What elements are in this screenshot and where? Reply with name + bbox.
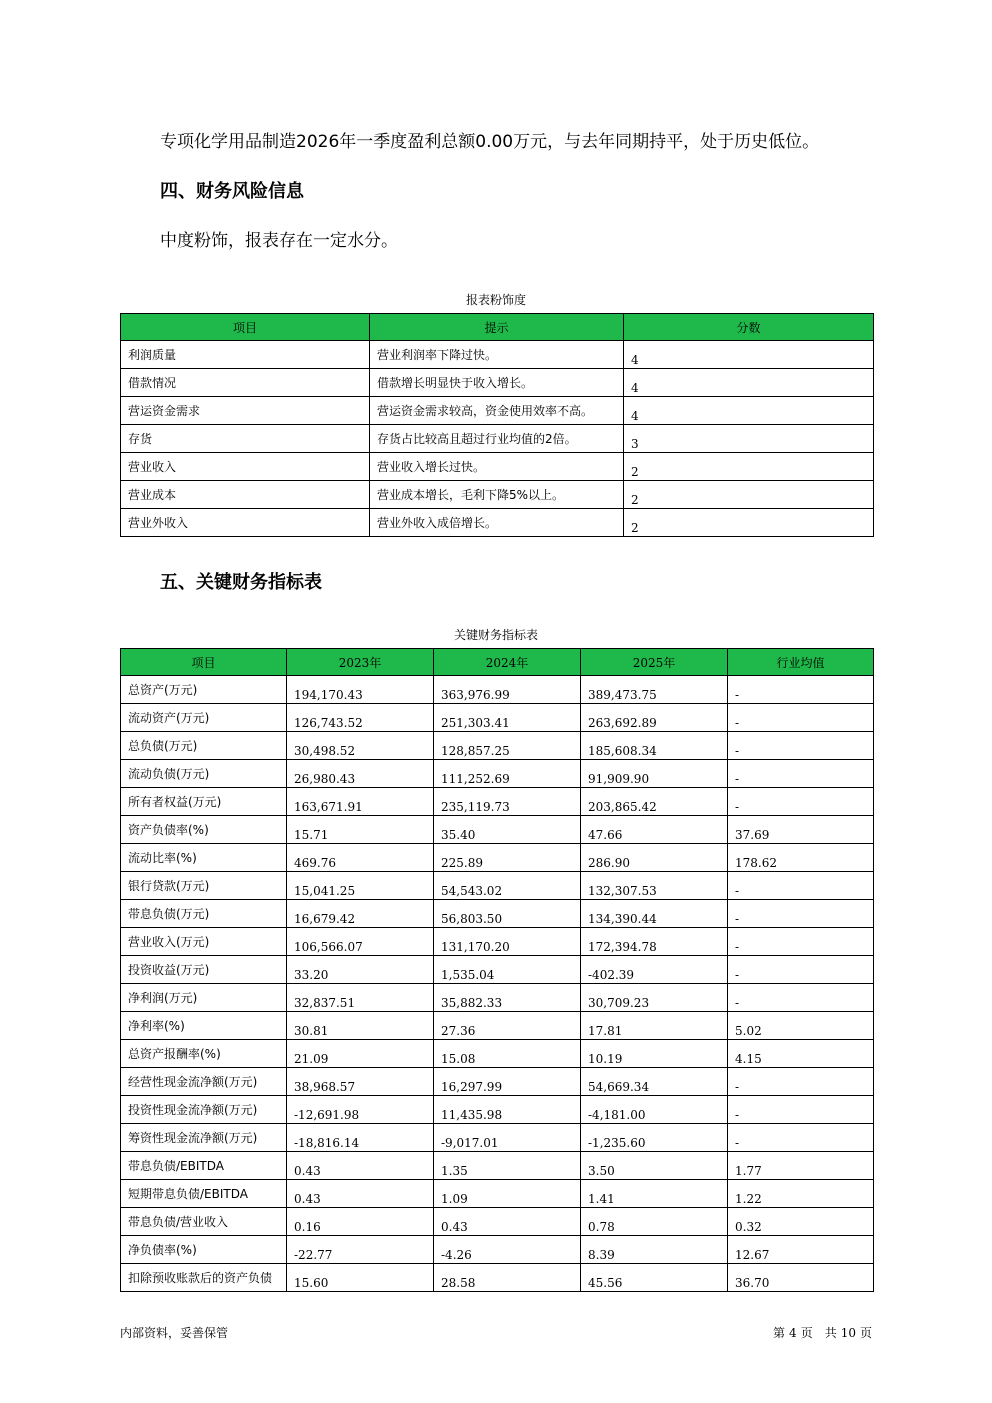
risk-table-row-cell-2: 3: [624, 425, 874, 453]
kpi-table-row-cell-2: 54,543.02: [434, 872, 581, 900]
kpi-table-row-cell-2: 131,170.20: [434, 928, 581, 956]
kpi-table-row-cell-2: 225.89: [434, 844, 581, 872]
risk-table-row: [121, 341, 874, 369]
kpi-table-row-cell-0: 银行贷款(万元): [121, 872, 287, 900]
risk-table-row-cell-1: 营运资金需求较高，资金使用效率不高。: [370, 397, 624, 425]
kpi-table-row-cell-3: 47.66: [581, 816, 728, 844]
kpi-header-2024: 2024年: [434, 649, 581, 676]
risk-table-row-cell-2: 2: [624, 509, 874, 537]
kpi-table-row-cell-4: -: [728, 788, 874, 816]
kpi-table-row-cell-0: 所有者权益(万元): [121, 788, 287, 816]
risk-table-row-cell-0: 借款情况: [121, 369, 370, 397]
kpi-table-row-cell-3: 134,390.44: [581, 900, 728, 928]
kpi-table-row-cell-1: 32,837.51: [287, 984, 434, 1012]
footer-page-current: 4: [789, 1326, 797, 1340]
kpi-table-row-cell-3: 54,669.34: [581, 1068, 728, 1096]
kpi-table-row-cell-4: -: [728, 704, 874, 732]
kpi-table-row-cell-4: 12.67: [728, 1236, 874, 1264]
kpi-table-header-row: [121, 649, 874, 676]
kpi-table-row-cell-1: 15,041.25: [287, 872, 434, 900]
kpi-table-row-cell-1: 0.43: [287, 1152, 434, 1180]
kpi-table-row-cell-3: 185,608.34: [581, 732, 728, 760]
kpi-table-row-cell-1: 163,671.91: [287, 788, 434, 816]
kpi-table-row-cell-3: 45.56: [581, 1264, 728, 1292]
kpi-table-row: [121, 1040, 874, 1068]
kpi-table-row-cell-2: 1.09: [434, 1180, 581, 1208]
kpi-header-industry-avg: 行业均值: [728, 649, 874, 676]
kpi-table-row: [121, 1068, 874, 1096]
kpi-table-row-cell-3: -4,181.00: [581, 1096, 728, 1124]
kpi-table-row-cell-4: -: [728, 872, 874, 900]
kpi-table-row-cell-0: 总负债(万元): [121, 732, 287, 760]
risk-header-hint: 提示: [370, 314, 624, 341]
risk-table-row: [121, 453, 874, 481]
risk-table-row: [121, 425, 874, 453]
risk-table-row-cell-1: 营业收入增长过快。: [370, 453, 624, 481]
kpi-table-row-cell-4: -: [728, 928, 874, 956]
kpi-table-row-cell-4: 178.62: [728, 844, 874, 872]
kpi-table-row-cell-2: 16,297.99: [434, 1068, 581, 1096]
kpi-table-row-cell-3: 172,394.78: [581, 928, 728, 956]
risk-table: [120, 313, 874, 537]
kpi-table-row-cell-2: 1.35: [434, 1152, 581, 1180]
kpi-table-row: [121, 1012, 874, 1040]
kpi-table-row-cell-4: -: [728, 760, 874, 788]
kpi-table-row-cell-4: 4.15: [728, 1040, 874, 1068]
intro-paragraph: 专项化学用品制造2026年一季度盈利总额0.00万元，与去年同期持平，处于历史低位。: [160, 132, 820, 152]
kpi-table-row-cell-0: 筹资性现金流净额(万元): [121, 1124, 287, 1152]
kpi-table-row-cell-3: 389,473.75: [581, 676, 728, 704]
kpi-table-row-cell-0: 扣除预收账款后的资产负债: [121, 1264, 287, 1292]
kpi-table-row-cell-2: -4.26: [434, 1236, 581, 1264]
kpi-table-row-cell-4: -: [728, 956, 874, 984]
kpi-table-row-cell-2: 251,303.41: [434, 704, 581, 732]
kpi-table-row-cell-1: 33.20: [287, 956, 434, 984]
kpi-table-row-cell-4: 5.02: [728, 1012, 874, 1040]
kpi-table-row: [121, 1208, 874, 1236]
kpi-table-row: [121, 1236, 874, 1264]
risk-table-row-cell-2: 2: [624, 481, 874, 509]
kpi-table-row-cell-0: 经营性现金流净额(万元): [121, 1068, 287, 1096]
kpi-table-row-cell-2: 1,535.04: [434, 956, 581, 984]
kpi-table-row-cell-1: 30,498.52: [287, 732, 434, 760]
risk-table-body: [121, 341, 874, 537]
kpi-table-row-cell-3: 286.90: [581, 844, 728, 872]
kpi-table-row-cell-2: 235,119.73: [434, 788, 581, 816]
kpi-table-row: [121, 732, 874, 760]
kpi-table-row-cell-3: -402.39: [581, 956, 728, 984]
kpi-table-row-cell-1: 15.71: [287, 816, 434, 844]
kpi-table-row-cell-3: 263,692.89: [581, 704, 728, 732]
kpi-table-row-cell-2: 56,803.50: [434, 900, 581, 928]
kpi-table-row: [121, 1124, 874, 1152]
kpi-table-row-cell-4: -: [728, 732, 874, 760]
risk-table-row-cell-1: 营业外收入成倍增长。: [370, 509, 624, 537]
risk-table-row-cell-1: 借款增长明显快于收入增长。: [370, 369, 624, 397]
risk-table-row-cell-0: 存货: [121, 425, 370, 453]
kpi-table-row-cell-2: 15.08: [434, 1040, 581, 1068]
footer-page-number: [773, 1325, 872, 1341]
kpi-table-row-cell-3: 132,307.53: [581, 872, 728, 900]
kpi-table-row: [121, 816, 874, 844]
kpi-table-row-cell-0: 流动资产(万元): [121, 704, 287, 732]
kpi-table-row-cell-0: 营业收入(万元): [121, 928, 287, 956]
footer-confidential-note: 内部资料，妥善保管: [120, 1326, 229, 1340]
kpi-table-row: [121, 676, 874, 704]
kpi-table-row-cell-3: 17.81: [581, 1012, 728, 1040]
kpi-table-body: [121, 676, 874, 1292]
kpi-table-row-cell-1: 16,679.42: [287, 900, 434, 928]
risk-table-row-cell-2: 4: [624, 369, 874, 397]
kpi-table-row-cell-2: 35.40: [434, 816, 581, 844]
kpi-table-row-cell-4: -: [728, 984, 874, 1012]
risk-header-score: 分数: [624, 314, 874, 341]
kpi-table-row: [121, 872, 874, 900]
kpi-table-row-cell-4: -: [728, 1068, 874, 1096]
kpi-table-row-cell-0: 资产负债率(%): [121, 816, 287, 844]
kpi-table-row-cell-1: 106,566.07: [287, 928, 434, 956]
kpi-table-row-cell-4: 1.77: [728, 1152, 874, 1180]
kpi-table-row-cell-3: 1.41: [581, 1180, 728, 1208]
kpi-table-row-cell-1: 38,968.57: [287, 1068, 434, 1096]
risk-table-row-cell-0: 营业收入: [121, 453, 370, 481]
kpi-table-row: [121, 704, 874, 732]
kpi-table-row-cell-0: 流动负债(万元): [121, 760, 287, 788]
kpi-table-row: [121, 956, 874, 984]
risk-table-row-cell-0: 营业成本: [121, 481, 370, 509]
kpi-table-row-cell-0: 净利率(%): [121, 1012, 287, 1040]
kpi-table-row-cell-4: 0.32: [728, 1208, 874, 1236]
kpi-table-row: [121, 844, 874, 872]
kpi-table-row-cell-1: 0.43: [287, 1180, 434, 1208]
kpi-table-row-cell-4: -: [728, 900, 874, 928]
kpi-header-2025: 2025年: [581, 649, 728, 676]
kpi-table-row-cell-4: 36.70: [728, 1264, 874, 1292]
kpi-table-row: [121, 1180, 874, 1208]
kpi-table-row-cell-0: 流动比率(%): [121, 844, 287, 872]
kpi-table-row-cell-3: 30,709.23: [581, 984, 728, 1012]
kpi-table-row: [121, 1096, 874, 1124]
risk-table-row: [121, 397, 874, 425]
kpi-table-row: [121, 984, 874, 1012]
kpi-table-row-cell-4: -: [728, 676, 874, 704]
kpi-table-row-cell-1: 469.76: [287, 844, 434, 872]
kpi-table-row-cell-3: 91,909.90: [581, 760, 728, 788]
kpi-table-row-cell-0: 带息负债/营业收入: [121, 1208, 287, 1236]
risk-table-row: [121, 481, 874, 509]
kpi-table-row-cell-3: 203,865.42: [581, 788, 728, 816]
kpi-table-row-cell-0: 净负债率(%): [121, 1236, 287, 1264]
risk-table-row-cell-2: 4: [624, 397, 874, 425]
kpi-table-row-cell-1: -18,816.14: [287, 1124, 434, 1152]
kpi-table-row-cell-3: 0.78: [581, 1208, 728, 1236]
kpi-table-row-cell-4: -: [728, 1124, 874, 1152]
kpi-table-row-cell-1: 0.16: [287, 1208, 434, 1236]
risk-table-row: [121, 509, 874, 537]
kpi-table: [120, 648, 874, 1292]
risk-table-row-cell-2: 2: [624, 453, 874, 481]
footer-page-mid: 页 共: [800, 1326, 837, 1340]
section4-heading: 四、财务风险信息: [160, 181, 304, 202]
kpi-table-row-cell-3: -1,235.60: [581, 1124, 728, 1152]
risk-summary-paragraph: 中度粉饰，报表存在一定水分。: [160, 231, 398, 251]
kpi-table-row: [121, 928, 874, 956]
kpi-table-row: [121, 788, 874, 816]
kpi-table-row-cell-2: -9,017.01: [434, 1124, 581, 1152]
risk-table-row-cell-1: 存货占比较高且超过行业均值的2倍。: [370, 425, 624, 453]
risk-table-row: [121, 369, 874, 397]
kpi-table-row-cell-0: 带息负债/EBITDA: [121, 1152, 287, 1180]
kpi-table-row-cell-3: 3.50: [581, 1152, 728, 1180]
kpi-table-row-cell-1: 30.81: [287, 1012, 434, 1040]
kpi-table-row-cell-0: 总资产报酬率(%): [121, 1040, 287, 1068]
kpi-table-row: [121, 900, 874, 928]
kpi-table-row-cell-0: 总资产(万元): [121, 676, 287, 704]
risk-header-item: 项目: [121, 314, 370, 341]
footer-page-suffix: 页: [859, 1326, 872, 1340]
footer-page-total: 10: [840, 1326, 856, 1340]
risk-table-header-row: [121, 314, 874, 341]
risk-table-row-cell-2: 4: [624, 341, 874, 369]
kpi-table-row-cell-0: 净利润(万元): [121, 984, 287, 1012]
kpi-table-row-cell-1: 26,980.43: [287, 760, 434, 788]
risk-table-caption: 报表粉饰度: [465, 293, 526, 307]
risk-table-row-cell-1: 营业利润率下降过快。: [370, 341, 624, 369]
kpi-table-row-cell-2: 111,252.69: [434, 760, 581, 788]
kpi-table-row-cell-2: 28.58: [434, 1264, 581, 1292]
kpi-table-row-cell-0: 投资性现金流净额(万元): [121, 1096, 287, 1124]
kpi-table-caption: 关键财务指标表: [453, 628, 538, 642]
kpi-table-row-cell-4: 1.22: [728, 1180, 874, 1208]
kpi-header-item: 项目: [121, 649, 287, 676]
risk-table-row-cell-1: 营业成本增长，毛利下降5%以上。: [370, 481, 624, 509]
kpi-table-row-cell-2: 0.43: [434, 1208, 581, 1236]
kpi-header-2023: 2023年: [287, 649, 434, 676]
kpi-table-row-cell-1: -12,691.98: [287, 1096, 434, 1124]
risk-table-row-cell-0: 营运资金需求: [121, 397, 370, 425]
kpi-table-row-cell-3: 10.19: [581, 1040, 728, 1068]
section5-heading: 五、关键财务指标表: [160, 572, 322, 593]
kpi-table-row: [121, 1152, 874, 1180]
kpi-table-row-cell-1: 21.09: [287, 1040, 434, 1068]
kpi-table-row-cell-0: 带息负债(万元): [121, 900, 287, 928]
kpi-table-row-cell-0: 短期带息负债/EBITDA: [121, 1180, 287, 1208]
footer-page-prefix: 第: [773, 1326, 786, 1340]
kpi-table-row-cell-1: 15.60: [287, 1264, 434, 1292]
kpi-table-row-cell-2: 11,435.98: [434, 1096, 581, 1124]
kpi-table-row: [121, 760, 874, 788]
risk-table-row-cell-0: 利润质量: [121, 341, 370, 369]
kpi-table-row-cell-4: 37.69: [728, 816, 874, 844]
kpi-table-row-cell-3: 8.39: [581, 1236, 728, 1264]
kpi-table-row-cell-2: 363,976.99: [434, 676, 581, 704]
kpi-table-row-cell-0: 投资收益(万元): [121, 956, 287, 984]
kpi-table-row-cell-2: 35,882.33: [434, 984, 581, 1012]
kpi-table-row-cell-1: 126,743.52: [287, 704, 434, 732]
kpi-table-row-cell-1: -22.77: [287, 1236, 434, 1264]
kpi-table-row-cell-4: -: [728, 1096, 874, 1124]
kpi-table-row-cell-2: 128,857.25: [434, 732, 581, 760]
kpi-table-row: [121, 1264, 874, 1292]
risk-table-row-cell-0: 营业外收入: [121, 509, 370, 537]
kpi-table-row-cell-2: 27.36: [434, 1012, 581, 1040]
kpi-table-row-cell-1: 194,170.43: [287, 676, 434, 704]
